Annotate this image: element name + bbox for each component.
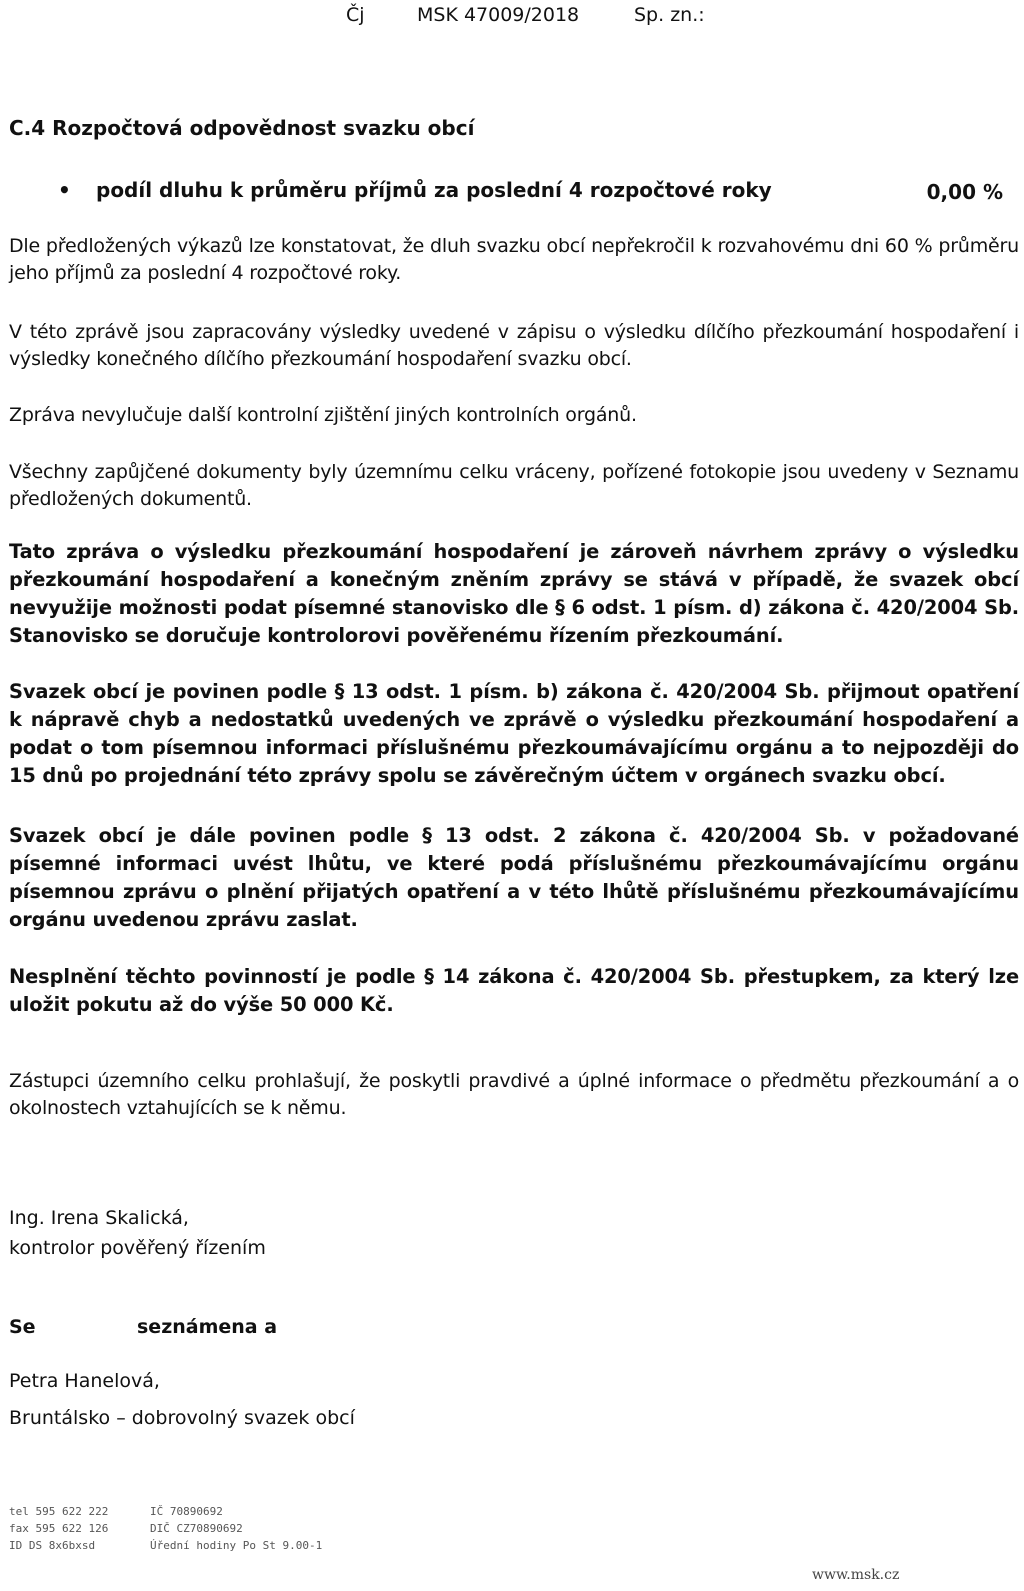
file-mark-label: Sp. zn.: (634, 4, 705, 26)
representative-organization: Bruntálsko – dobrovolný svazek obcí (9, 1407, 355, 1429)
representative-name: Petra Hanelová, (9, 1370, 160, 1392)
controller-role: kontrolor pověřený řízením (9, 1237, 266, 1259)
paragraph-obligation-deadline: Svazek obcí je dále povinen podle § 13 odst. 2 zákona č. 420/2004 Sb. v požadované písemné informaci uvést lhůtu, ve které podá příslušnému přezkoumávajícímu orgánu písemnou zprávu o plnění přijatých opatření a v této lhůtě příslušnému přezkoumávajícímu orgánu uvedenou zprávu zaslat. (9, 824, 1019, 931)
paragraph-debt-statement: Dle předložených výkazů lze konstatovat, že dluh svazku obcí nepřekročil k rozvahovému dni 60 % průměru jeho příjmů za poslední 4 rozpočtové roky. (9, 235, 1019, 284)
footer-office-hours: Úřední hodiny Po St 9.00-1 (150, 1539, 323, 1552)
paragraph-report-status: Tato zpráva o výsledku přezkoumání hospodaření je zároveň návrhem zprávy o výsledku přezkoumání hospodaření a konečným zněním zprávy se stává v případě, že svazek obcí nevyužije možnosti podat písemné stanovisko dle § 6 odst. 1 písm. d) zákona č. 420/2004 Sb. Stanovisko se doručuje kontrolorovi pověřenému řízením přezkoumání. (9, 540, 1019, 647)
acknowledgement-word-1: Se (9, 1316, 36, 1338)
paragraph-results-included: V této zprávě jsou zapracovány výsledky uvedené v zápisu o výsledku dílčího přezkoumání hospodaření i výsledky konečného dílčího přezkoumání hospodaření svazku obcí. (9, 321, 1019, 370)
footer-databox: ID DS 8x6bxsd (9, 1539, 96, 1552)
footer-phone: tel 595 622 222 (9, 1505, 109, 1518)
paragraph-declaration: Zástupci územního celku prohlašují, že poskytli pravdivé a úplné informace o předmětu přezkoumání a o okolnostech vztahujících se k němu. (9, 1070, 1019, 1119)
reference-number-label: Čj (346, 4, 365, 26)
footer-ic: IČ 70890692 (150, 1505, 223, 1518)
footer-dic: DIČ CZ70890692 (150, 1522, 243, 1535)
footer-ids-column (150, 1503, 322, 1554)
controller-name: Ing. Irena Skalická, (9, 1207, 189, 1229)
footer-fax: fax 595 622 126 (9, 1522, 109, 1535)
bullet-icon: • (58, 178, 71, 202)
paragraph-other-findings: Zpráva nevylučuje další kontrolní zjištění jiných kontrolních orgánů. (9, 404, 637, 426)
acknowledgement-word-2: seznámena a (137, 1316, 278, 1338)
reference-number-value: MSK 47009/2018 (417, 4, 580, 26)
footer-website-link[interactable]: www.msk.cz (812, 1567, 900, 1583)
paragraph-penalty: Nesplnění těchto povinností je podle § 14 zákona č. 420/2004 Sb. přestupkem, za který lze uložit pokutu až do výše 50 000 Kč. (9, 965, 1019, 1016)
footer-contact-column (9, 1503, 108, 1554)
section-title: C.4 Rozpočtová odpovědnost svazku obcí (9, 116, 475, 140)
paragraph-documents-returned: Všechny zapůjčené dokumenty byly územnímu celku vráceny, pořízené fotokopie jsou uvedeny v Seznamu předložených dokumentů. (9, 461, 1019, 510)
debt-ratio-label: podíl dluhu k průměru příjmů za poslední 4 rozpočtové roky (96, 178, 772, 202)
paragraph-obligation-remedy: Svazek obcí je povinen podle § 13 odst. 1 písm. b) zákona č. 420/2004 Sb. přijmout opatření k nápravě chyb a nedostatků uvedených ve zprávě o výsledku přezkoumání hospodaření a podat o tom písemnou informaci příslušnému přezkoumávajícímu orgánu a to nejpozději do 15 dnů po projednání této zprávy spolu se závěrečným účtem v orgánech svazku obcí. (9, 680, 1019, 787)
debt-ratio-value: 0,00 % (926, 180, 1003, 204)
